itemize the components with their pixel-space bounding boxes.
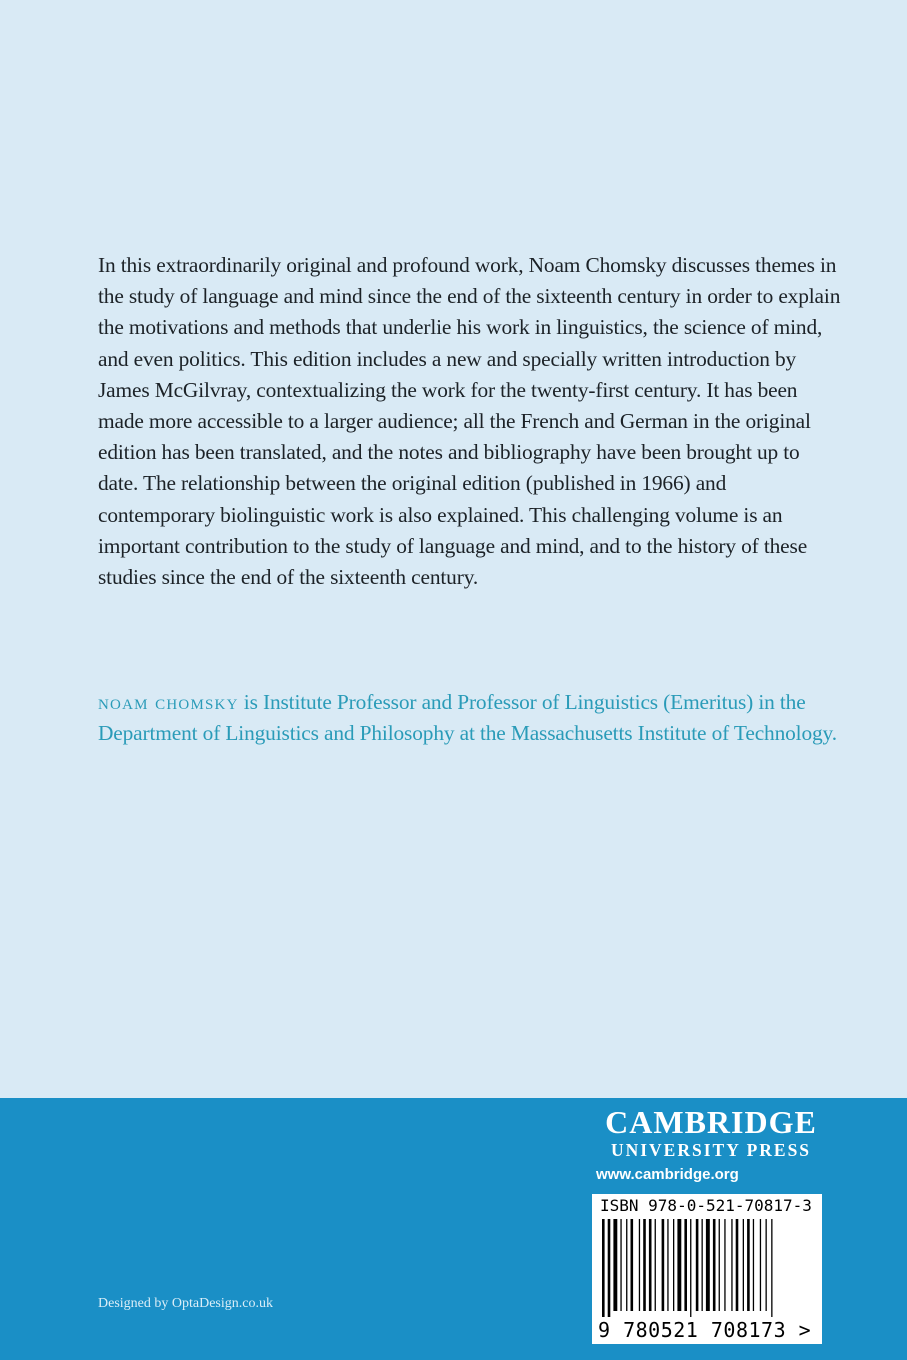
barcode-bar <box>643 1219 646 1311</box>
isbn-label: ISBN 978-0-521-70817-3 <box>600 1196 812 1215</box>
author-bio <box>98 687 843 749</box>
barcode-bar <box>677 1219 681 1311</box>
barcode-bar <box>620 1219 621 1311</box>
barcode-bar <box>760 1219 761 1311</box>
barcode-bar <box>684 1219 687 1311</box>
barcode-bars <box>600 1219 814 1317</box>
barcode-bar <box>766 1219 767 1311</box>
barcode-bar <box>706 1219 710 1311</box>
publisher-logo <box>596 1104 826 1160</box>
barcode-bar <box>696 1219 699 1311</box>
book-description: In this extraordinarily original and profound work, Noam Chomsky discusses themes in the study of language and mind since the end of the sixteenth century in order to explain the motivations and methods that underlie his work in linguistics, the science of mind, and even politics. This edition includes a new and specially written introduction by James McGilvray, contextualizing the work for the twenty-first century. It has been made more accessible to a larger audience; all the French and German in the original edition has been translated, and the notes and bibliography have been brought up to date. The relationship between the original edition (published in 1966) and contemporary biolinguistic work is also explained. This challenging volume is an important contribution to the study of language and mind, and to the history of these studies since the end of the sixteenth century. <box>98 253 841 590</box>
barcode-bar <box>753 1219 754 1311</box>
barcode-bar <box>743 1219 744 1311</box>
barcode-bar <box>771 1219 772 1317</box>
barcode-bar <box>736 1219 739 1311</box>
barcode-bar <box>631 1219 634 1311</box>
barcode-bar <box>713 1219 716 1311</box>
barcode-bar <box>608 1219 611 1317</box>
designer-credit: Designed by OptaDesign.co.uk <box>98 1296 273 1311</box>
author-bio-text: is Institute Professor and Professor of Linguistics (Emeritus) in the Department of Linguistics and Philosophy at the Massachusetts Institute of Technology. <box>98 690 837 746</box>
barcode-bar <box>655 1219 656 1311</box>
barcode-bar <box>639 1219 640 1311</box>
barcode-bar <box>731 1219 732 1311</box>
barcode-bar <box>690 1219 691 1317</box>
barcode-bar <box>613 1219 617 1311</box>
barcode-bar <box>662 1219 665 1311</box>
barcode-panel <box>592 1194 822 1344</box>
barcode-digits: 9 780521 708173 > <box>598 1318 812 1342</box>
barcode-bar <box>702 1219 703 1311</box>
barcode-bar <box>719 1219 720 1311</box>
barcode-bar <box>673 1219 674 1311</box>
barcode-bar <box>747 1219 750 1311</box>
barcode-bar <box>649 1219 652 1311</box>
barcode-bar <box>602 1219 605 1317</box>
barcode-bar <box>724 1219 725 1311</box>
publisher-subname: UNIVERSITY PRESS <box>610 1140 812 1160</box>
barcode-bar <box>667 1219 668 1311</box>
publisher-website: www.cambridge.org <box>596 1166 739 1183</box>
barcode-bar <box>626 1219 627 1311</box>
author-name: noam chomsky <box>98 690 239 714</box>
publisher-name: CAMBRIDGE <box>605 1104 817 1140</box>
